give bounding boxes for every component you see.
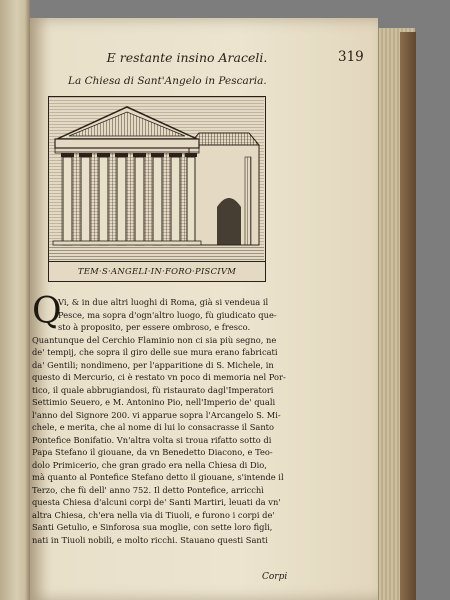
- catchword: Corpi: [262, 572, 288, 582]
- running-head: E restante insino Araceli.: [106, 50, 268, 65]
- text-line: altra Chiesa, ch'era nella via di Tiuoli, e furono i corpi de': [32, 509, 275, 520]
- temple-illustration: [49, 97, 264, 261]
- text-line: dolo Primicerio, che gran grado era nella Chiesa di Dio,: [32, 459, 267, 470]
- body-text: [32, 296, 294, 546]
- engraving-caption: La Chiesa di Sant'Angelo in Pescaria.: [68, 75, 267, 87]
- text-line: nati in Tiuoli nobili, e molto ricchi. Stauano questi Santi: [32, 534, 268, 545]
- text-line: l'anno del Signore 200. vi apparue sopra l'Arcangelo S. Mi-: [32, 409, 281, 420]
- text-line: Vi, & in due altri luoghi di Roma, già si vendeua il: [58, 297, 269, 307]
- drop-cap: Q: [32, 291, 62, 332]
- text-line: Settimio Seuero, e M. Antonino Pio, nell'Imperio de' quali: [32, 397, 276, 407]
- text-line: Papa Stefano il giouane, da vn Benedetto Diacono, e Teo-: [32, 447, 273, 457]
- text-line: questa Chiesa d'alcuni corpi de' Santi Martiri, leuati da vn': [32, 497, 281, 507]
- page-number: 319: [338, 49, 364, 65]
- text-line: sto à proposito, per essere ombroso, e fresco.: [58, 322, 251, 332]
- text-line: Quantunque del Cerchio Flaminio non ci sia più segno, ne: [32, 334, 277, 345]
- text-line: questo di Mercurio, ci è restato vn poco di memoria nel Por-: [32, 372, 286, 382]
- text-line: Pontefice Bonifatio. Vn'altra volta si troua rifatto sotto di: [32, 434, 272, 445]
- temple-engraving: [48, 96, 266, 282]
- text-line: Santi Getulio, e Sinforosa sua moglie, con sette loro figli,: [32, 522, 273, 532]
- engraving-inscription: TEM·S·ANGELI·IN·FORO·PISCIVM: [49, 261, 265, 281]
- text-line: da' Gentili; nondimeno, per l'apparitione di S. Michele, in: [32, 359, 274, 370]
- text-line: Terzo, che fù dell' anno 752. Il detto Pontefice, arricchì: [32, 484, 264, 495]
- text-line: tico, il quale abbrugiandosi, fù ristaurato dagl'Imperatori: [32, 384, 274, 395]
- text-line: chele, e merita, che al nome di lui lo consacrasse il Santo: [32, 422, 275, 432]
- book-cover: [400, 32, 416, 600]
- text-line: mà quanto al Pontefice Stefano detto il giouane, s'intende il: [32, 472, 284, 482]
- text-line: Pesce, ma sopra d'ogn'altro luogo, fù giudicato que-: [58, 309, 277, 320]
- text-line: de' tempij, che sopra il giro delle sue mura erano fabricati: [32, 347, 278, 357]
- left-page-edge: [0, 0, 30, 600]
